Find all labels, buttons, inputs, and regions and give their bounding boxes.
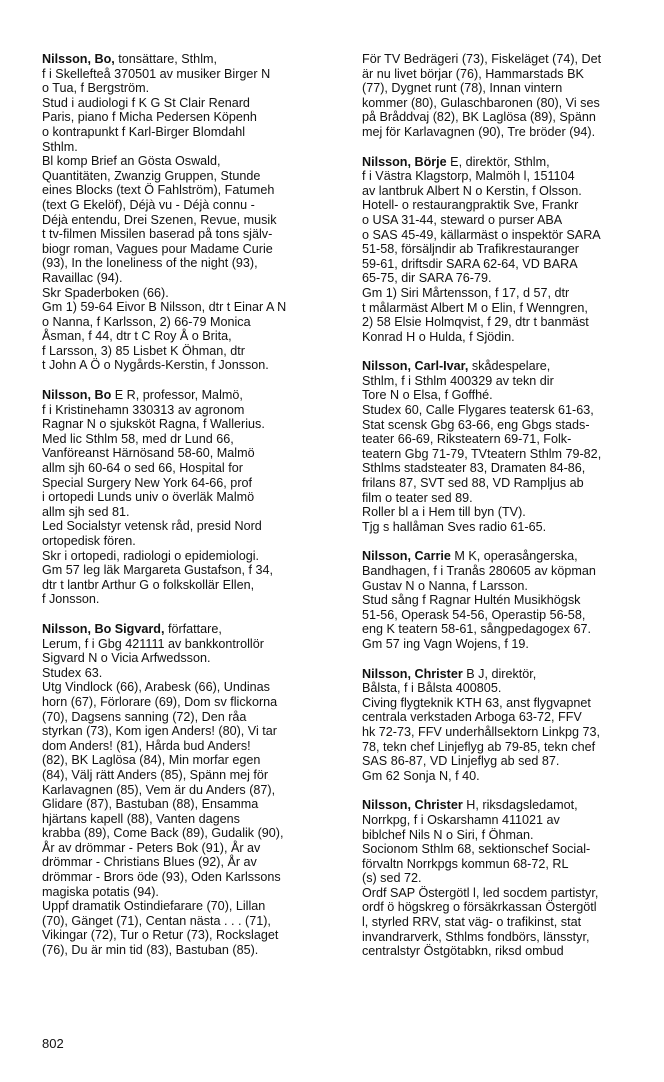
left-column: [42, 52, 342, 973]
entry-line: t målarmäst Albert M o Elin, f Wenngren,: [362, 300, 588, 315]
entry-line: Paris, piano f Micha Pedersen Köpenh: [42, 110, 257, 125]
entry-nilsson-bo-er: [42, 388, 342, 607]
entry-line: SAS 86-87, VD Linjeflyg ab sed 87.: [362, 754, 560, 769]
entry-line: o Tua, f Bergström.: [42, 81, 150, 96]
entry-line: (text G Ekelöf), Déjà vu - Déjà connu -: [42, 197, 255, 212]
entry-line: Karlavagnen (85), Vem är du Anders (87),: [42, 782, 276, 797]
entry-line: Med lic Sthlm 58, med dr Lund 66,: [42, 431, 234, 446]
entry-headword: Nilsson, Bo,: [42, 52, 115, 66]
entry-line: l, styrled RRV, stat väg- o trafikinst, stat: [362, 915, 582, 930]
entry-nilsson-carl-ivar: [362, 359, 656, 534]
entry-line: eines Blocks (text Ö Fahlström), Fatumeh: [42, 183, 275, 198]
entry-first-line: Nilsson, Börje E, direktör, Sthlm,: [362, 154, 550, 169]
entry-line: Gm 57 ing Vagn Wojens, f 19.: [362, 636, 529, 651]
entry-line: i ortopedi Lunds univ o överläk Malmö: [42, 490, 255, 505]
entry-line: Stat scensk Gbg 63-66, eng Gbgs stads-: [362, 417, 590, 432]
entry-headword: Nilsson, Bo: [42, 388, 112, 403]
entry-headword: Nilsson, Carl-Ivar,: [362, 359, 469, 374]
entry-line: f Jonsson.: [42, 592, 100, 607]
entry-line: centralstyr Östgötabkn, riksd ombud: [362, 944, 564, 959]
entry-continuation: [362, 52, 656, 140]
entry-line: Uppf dramatik Ostindiefarare (70), Lillan: [42, 899, 266, 914]
entry-line: Åsman, f 44, dtr t C Roy Å o Brita,: [42, 329, 232, 344]
entry-line: förvaltn Norrkpgs kommun 68-72, RL: [362, 856, 569, 871]
entry-headword: Nilsson, Christer: [362, 666, 463, 681]
entry-line: Gm 1) Siri Mårtensson, f 17, d 57, dtr: [362, 285, 570, 300]
entry-nilsson-carrie: [362, 549, 656, 651]
entry-line: mej för Karlavagnen (90), Tre bröder (94).: [362, 124, 596, 139]
entry-line: Bandhagen, f i Tranås 280605 av köpman: [362, 564, 596, 578]
entry-line: 59-61, driftsdir SARA 62-64, VD BARA: [362, 256, 578, 271]
entry-line: centrala verkstaden Arboga 63-72, FFV: [362, 710, 582, 725]
entry-first-line: Nilsson, Carrie M K, operasångerska,: [362, 549, 578, 564]
entry-line: biblchef Nils N o Siri, f Öhman.: [362, 827, 534, 842]
right-column: [362, 52, 656, 974]
entry-line: teatern Gbg 71-79, TVteatern Sthlm 79-82,: [362, 446, 602, 461]
page-number: 802: [42, 1036, 64, 1051]
entry-line: allm sjh sed 81.: [42, 504, 130, 519]
entry-line: ordf ö högskreg o försäkrkassan Östergötl: [362, 900, 597, 915]
entry-line: o Nanna, f Karlsson, 2) 66-79 Monica: [42, 314, 251, 329]
entry-first-line: Nilsson, Carl-Ivar, skådespelare,: [362, 359, 551, 374]
entry-line: (70), Dagsens sanning (72), Den råa: [42, 709, 247, 724]
entry-line: Studex 60, Calle Flygares teatersk 61-63,: [362, 403, 594, 418]
entry-nilsson-christer-bj: [362, 667, 656, 784]
entry-line: 51-56, Operask 54-56, Operastip 56-58,: [362, 607, 586, 622]
entry-headword: Nilsson, Carrie: [362, 549, 451, 564]
entry-line: allm sjh 60-64 o sed 66, Hospital for: [42, 461, 243, 476]
entry-line: 51-58, försäljndir ab Trafikrestauranger: [362, 242, 580, 257]
entry-line: Ravaillac (94).: [42, 270, 123, 285]
entry-line: Special Surgery New York 64-66, prof: [42, 475, 253, 490]
entry-line: kommer (80), Gulaschbaronen (80), Vi ses: [362, 95, 600, 110]
entry-first-line: Nilsson, Bo, tonsättare, Sthlm,: [42, 52, 217, 66]
entry-line: Utg Vindlock (66), Arabesk (66), Undinas: [42, 680, 270, 695]
entry-line: styrkan (73), Kom igen Anders! (80), Vi tar: [42, 724, 277, 739]
entry-line: (82), BK Laglösa (84), Min morfar egen: [42, 753, 261, 768]
entry-line: Socionom Sthlm 68, sektionschef Social-: [362, 842, 591, 857]
entry-line: Skr Spaderboken (66).: [42, 285, 169, 300]
entry-line: 2) 58 Elsie Holmqvist, f 29, dtr t banmäst: [362, 315, 589, 330]
entry-line: Sthlms stadsteater 83, Dramaten 84-86,: [362, 461, 586, 476]
entry-line: t tv-filmen Missilen baserad på tons själv-: [42, 227, 273, 242]
entry-nilsson-bo: [42, 52, 342, 373]
entry-line: krabba (89), Come Back (89), Gudalik (90),: [42, 826, 284, 841]
entry-line: (s) sed 72.: [362, 871, 422, 886]
entry-first-line: Nilsson, Bo Sigvard, författare,: [42, 621, 222, 636]
entry-line: 78, tekn chef Linjeflyg ab 79-85, tekn chef: [362, 739, 596, 754]
entry-line: Gm 62 Sonja N, f 40.: [362, 768, 480, 783]
entry-line: Vanföreanst Härnösand 58-60, Malmö: [42, 446, 255, 461]
entry-line: Led Socialstyr vetensk råd, presid Nord: [42, 519, 262, 534]
entry-line: f i Skellefteå 370501 av musiker Birger N: [42, 66, 271, 81]
entry-line: hjärtans kapell (88), Vanten dagens: [42, 811, 240, 826]
entry-line: t John A Ö o Nygårds-Kerstin, f Jonsson.: [42, 358, 269, 373]
entry-line: (84), Välj rätt Anders (85), Spänn mej för: [42, 767, 269, 782]
entry-line: Lerum, f i Gbg 421111 av bankkontrollör: [42, 636, 264, 651]
entry-nilsson-christer-h: [362, 798, 656, 959]
entry-line: drömmar - Christians Blues (92), År av: [42, 855, 257, 870]
entry-line: o kontrapunkt f Karl-Birger Blomdahl: [42, 124, 245, 139]
entry-line: (93), In the loneliness of the night (93),: [42, 256, 258, 271]
entry-line: Sthlm.: [42, 139, 78, 154]
entry-line: dtr t lantbr Arthur G o folkskollär Ellen,: [42, 577, 255, 592]
entry-line: Norrkpg, f i Oskarshamn 411021 av: [362, 812, 560, 827]
entry-line: Studex 63.: [42, 665, 103, 680]
entry-line: invandrarverk, Sthlms fondbörs, länsstyr,: [362, 929, 590, 944]
entry-line: hk 72-73, FFV underhållsektorn Linkpg 73,: [362, 724, 601, 739]
entry-first-line: Nilsson, Christer B J, direktör,: [362, 666, 537, 681]
entry-line: (77), Dygnet runt (78), Innan vintern: [362, 81, 563, 96]
entry-line: Vikingar (72), Tur o Retur (73), Rockslaget: [42, 928, 279, 943]
entry-line: År av drömmar - Peters Bok (91), År av: [42, 840, 261, 855]
entry-line: Bålsta, f i Bålsta 400805.: [362, 681, 502, 696]
entry-line: teater 66-69, Riksteatern 69-71, Folk-: [362, 432, 572, 447]
entry-line: 65-75, dir SARA 76-79.: [362, 271, 492, 286]
entry-line: Ordf SAP Östergötl l, led socdem partistyr,: [362, 885, 599, 900]
entry-line: f i Kristinehamn 330313 av agronom: [42, 402, 245, 417]
entry-line: Konrad H o Hulda, f Sjödin.: [362, 329, 515, 344]
entry-line: eng K teatern 58-61, sångpedagogex 67.: [362, 622, 591, 637]
entry-line: ortopedisk fören.: [42, 534, 136, 548]
entry-first-line: Nilsson, Bo E R, professor, Malmö,: [42, 388, 243, 403]
entry-line: dom Anders! (81), Hårda bud Anders!: [42, 738, 251, 753]
entry-line: Roller bl a i Hem till byn (TV).: [362, 505, 526, 520]
entry-line: Ragnar N o sjuksköt Ragna, f Wallerius.: [42, 417, 265, 432]
entry-line: (76), Du är min tid (83), Bastuban (85).: [42, 943, 259, 958]
entry-line: Tjg s hallåman Sves radio 61-65.: [362, 519, 547, 534]
entry-line: Stud i audiologi f K G St Clair Renard: [42, 95, 250, 110]
entry-line: Gm 1) 59-64 Eivor B Nilsson, dtr t Einar A N: [42, 300, 287, 315]
entry-line: Déjà entendu, Drei Szenen, Revue, musik: [42, 212, 277, 227]
entry-line: o SAS 45-49, källarmäst o inspektör SARA: [362, 227, 601, 242]
entry-line: frilans 87, SVT sed 88, VD Rampljus ab: [362, 476, 584, 491]
entry-line: Stud sång f Ragnar Hultén Musikhögsk: [362, 593, 581, 608]
entry-line: o USA 31-44, steward o purser ABA: [362, 212, 563, 227]
entry-line: För TV Bedrägeri (73), Fiskeläget (74), Det: [362, 52, 602, 66]
entry-line: f Larsson, 3) 85 Lisbet K Öhman, dtr: [42, 343, 246, 358]
entry-line: på Bråddvaj (82), BK Laglösa (89), Spänn: [362, 110, 596, 125]
entry-line: magiska potatis (94).: [42, 884, 159, 899]
entry-line: biogr roman, Vagues pour Madame Curie: [42, 241, 273, 256]
entry-line: av lantbruk Albert N o Kerstin, f Olsson.: [362, 183, 582, 198]
entry-first-line: Nilsson, Christer H, riksdagsledamot,: [362, 798, 578, 813]
entry-line: Tore N o Elsa, f Goffhé.: [362, 388, 493, 403]
entry-line: Skr i ortopedi, radiologi o epidemiologi.: [42, 548, 260, 563]
entry-headword: Nilsson, Bo Sigvard,: [42, 621, 165, 636]
entry-nilsson-bo-sigvard: [42, 622, 342, 958]
entry-line: (70), Gänget (71), Centan nästa . . . (71),: [42, 913, 271, 928]
entry-headword: Nilsson, Börje: [362, 154, 447, 169]
entry-line: Glidare (87), Bastuban (88), Ensamma: [42, 797, 259, 812]
entry-line: drömmar - Brors öde (93), Oden Karlssons: [42, 870, 281, 885]
entry-line: Gm 57 leg läk Margareta Gustafson, f 34,: [42, 563, 273, 578]
entry-line: Bl komp Brief an Gösta Oswald,: [42, 154, 221, 169]
entry-line: Hotell- o restaurangpraktik Sve, Frankr: [362, 198, 579, 213]
entry-line: Sigvard N o Vicia Arfwedsson.: [42, 651, 211, 666]
entry-line: film o teater sed 89.: [362, 490, 473, 505]
entry-line: är nu livet börjar (76), Hammarstads BK: [362, 66, 584, 81]
entry-nilsson-borje: [362, 155, 656, 345]
entry-line: Civing flygteknik KTH 63, anst flygvapnet: [362, 695, 591, 710]
entry-line: horn (67), Förlorare (69), Dom sv flickorna: [42, 694, 278, 709]
entry-line: Sthlm, f i Sthlm 400329 av tekn dir: [362, 373, 554, 388]
entry-line: f i Västra Klagstorp, Malmöh l, 151104: [362, 169, 575, 184]
entry-line: Gustav N o Nanna, f Larsson.: [362, 578, 528, 593]
entry-line: Quantitäten, Zwanzig Gruppen, Stunde: [42, 168, 261, 183]
entry-headword: Nilsson, Christer: [362, 798, 463, 813]
